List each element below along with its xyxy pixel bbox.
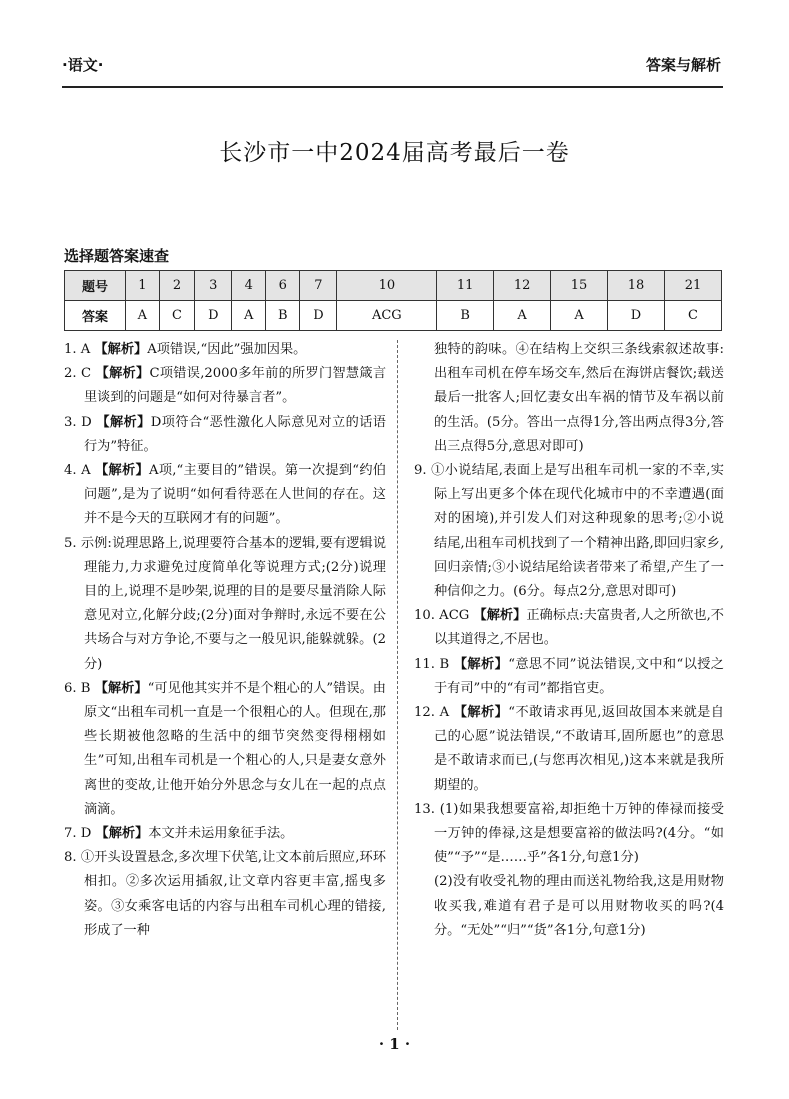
answer-cell: A <box>232 301 266 331</box>
answer-item <box>64 338 386 362</box>
item-prefix: 1. A <box>64 342 95 357</box>
item-body: “可见他其实并不是个粗心的人”错误。由原文“出租车司机一直是一个很粗心的人。但现在,那些长期被他忽略的生活中的细节突然变得栩栩如生”可知,出租车司机是一个粗心的人,只是妻女意外离世的变故,让他开始分外思念与女儿在一起的点点滴滴。 <box>84 680 386 817</box>
subject-label: ·语文· <box>62 56 104 74</box>
analysis-tag: 【解析】 <box>453 705 509 721</box>
answer-item <box>414 653 724 701</box>
answer-cell: A <box>126 301 160 331</box>
analysis-tag: 【解析】 <box>96 414 151 430</box>
item-body: 正确标点:夫富贵者,人之所欲也,不以其道得之,不居也。 <box>434 608 724 648</box>
item-body: (1)如果我想要富裕,却拒绝十万钟的俸禄而接受一万钟的俸禄,这是想要富裕的做法吗?(4分。“如使”“予”“是……乎”各1分,句意1分) <box>434 801 724 866</box>
answer-item <box>64 459 386 532</box>
left-column <box>64 338 386 943</box>
item-prefix: 10. ACG <box>414 608 474 624</box>
analysis-tag: 【解析】 <box>95 826 149 842</box>
item-prefix: 2. C <box>64 366 96 382</box>
item-body: “意思不同”说法错误,文中和“以授之于有司”中的“有司”都指官吏。 <box>434 656 724 696</box>
section-label: 答案与解析 <box>645 56 721 74</box>
question-number: 21 <box>664 271 721 301</box>
question-number-row <box>65 271 722 301</box>
answer-item <box>414 701 724 798</box>
item-body: A项错误,“因此”强加因果。 <box>147 342 307 357</box>
analysis-tag: 【解析】 <box>453 656 509 672</box>
analysis-tag: 【解析】 <box>94 342 148 357</box>
answer-item-continued <box>414 338 724 459</box>
question-number: 1 <box>126 271 160 301</box>
answer-cell: D <box>195 301 232 331</box>
answer-cell: B <box>437 301 494 331</box>
answer-cell: B <box>266 301 300 331</box>
item-body: 独特的韵味。④在结构上交织三条线索叙述故事:出租车司机在停车场交车,然后在海饼店餐饮;载送最后一批客人;回忆妻女出车祸的情节及车祸以前的生活。(5分。答出一点得1分,答出两点得3分,答出三点得5分,意思对即可) <box>434 342 724 454</box>
item-prefix: 12. A <box>414 705 454 721</box>
analysis-tag: 【解析】 <box>95 366 150 382</box>
answer-item <box>64 411 386 459</box>
answer-cell: D <box>608 301 665 331</box>
item-body: ①小说结尾,表面上是写出租车司机一家的不幸,实际上写出更多个体在现代化城市中的不幸遭遇(面对的困境),并引发人们对这种现象的思考;②小说结尾,出租车司机找到了一个精神出路,即回归家乡,回归亲情;③小说结尾给读者带来了希望,产生了一种信仰之力。(6分。每点2分,意思对即可) <box>431 463 724 600</box>
answer-item <box>414 798 724 871</box>
answer-item <box>414 459 724 604</box>
analysis-tag: 【解析】 <box>94 680 148 696</box>
item-body: C项错误,2000多年前的所罗门智慧箴言里谈到的问题是“如何对待暴言者”。 <box>84 366 387 406</box>
item-body: A项,“主要目的”错误。第一次提到“约伯问题”,是为了说明“如何看待恶在人世间的存在。这并不是今天的互联网才有的问题”。 <box>84 463 386 527</box>
analysis-tag: 【解析】 <box>473 608 527 624</box>
item-prefix: 11. B <box>414 656 454 672</box>
header-rule <box>62 86 723 88</box>
question-number: 6 <box>266 271 300 301</box>
page-title: 长沙市一中2024届高考最后一卷 <box>219 140 570 166</box>
question-number: 10 <box>337 271 437 301</box>
item-body: D项符合“恶性激化人际意见对立的话语行为”特征。 <box>84 414 386 454</box>
column-divider <box>397 340 398 1030</box>
item-body: 示例:说理思路上,说理要符合基本的逻辑,要有逻辑说理能力,力求避免过度简单化等说理方式;(2分)说理目的上,说理不是吵架,说理的目的是要尽量消除人际意见对立,化解分歧;(2分)面对争辩时,永远不要在公共场合与对方争论,不要与之一般见识,能躲就躲。(2分) <box>80 535 386 672</box>
item-prefix: 4. A <box>64 463 96 479</box>
analysis-tag: 【解析】 <box>95 463 149 479</box>
row-label-answer: 答案 <box>65 301 126 331</box>
item-body: (2)没有收受礼物的理由而送礼物给我,这是用财物收买我,难道有君子是可以用财物收买的吗?(4分。“无处”“归”“货”各1分,句意1分) <box>434 874 724 938</box>
row-label-number: 题号 <box>65 271 126 301</box>
item-prefix: 8. <box>64 850 81 866</box>
right-column <box>414 338 724 943</box>
answer-cell: A <box>494 301 551 331</box>
table-caption: 选择题答案速查 <box>64 247 170 265</box>
page-number: · 1 · <box>378 1035 411 1053</box>
item-prefix: 9. <box>414 463 432 479</box>
answer-item <box>64 677 386 822</box>
item-body: 本文并未运用象征手法。 <box>148 826 294 842</box>
question-number: 2 <box>159 271 195 301</box>
answer-cell: C <box>159 301 195 331</box>
answer-item <box>64 362 386 410</box>
question-number: 3 <box>195 271 232 301</box>
answer-item <box>64 532 386 677</box>
question-number: 4 <box>232 271 266 301</box>
answer-cell: ACG <box>337 301 437 331</box>
question-number: 12 <box>494 271 551 301</box>
item-prefix: 7. D <box>64 826 96 842</box>
question-number: 7 <box>300 271 337 301</box>
item-prefix: 6. B <box>64 680 95 696</box>
item-body: ①开头设置悬念,多次埋下伏笔,让文本前后照应,环环相扣。②多次运用插叙,让文章内容更丰富,摇曳多姿。③女乘客电话的内容与出租车司机心理的错接,形成了一种 <box>80 850 386 938</box>
question-number: 18 <box>608 271 665 301</box>
answer-item <box>64 822 386 846</box>
question-number: 15 <box>551 271 608 301</box>
item-prefix: 5. <box>64 535 81 551</box>
item-prefix: 13. <box>414 801 440 817</box>
question-number: 11 <box>437 271 494 301</box>
answer-row <box>65 301 722 331</box>
answer-item <box>414 604 724 652</box>
answer-cell: A <box>551 301 608 331</box>
answer-table <box>64 270 722 331</box>
answer-cell: C <box>664 301 721 331</box>
answer-cell: D <box>300 301 337 331</box>
answer-item <box>64 846 386 943</box>
answer-item-continued <box>414 870 724 943</box>
item-prefix: 3. D <box>64 414 97 430</box>
item-body: “不敢请求再见,返回故国本来就是自己的心愿”说法错误,“不敢请耳,固所愿也”的意思是不敢请求而已,(与您再次相见,)这本来就是我所期望的。 <box>434 705 724 793</box>
